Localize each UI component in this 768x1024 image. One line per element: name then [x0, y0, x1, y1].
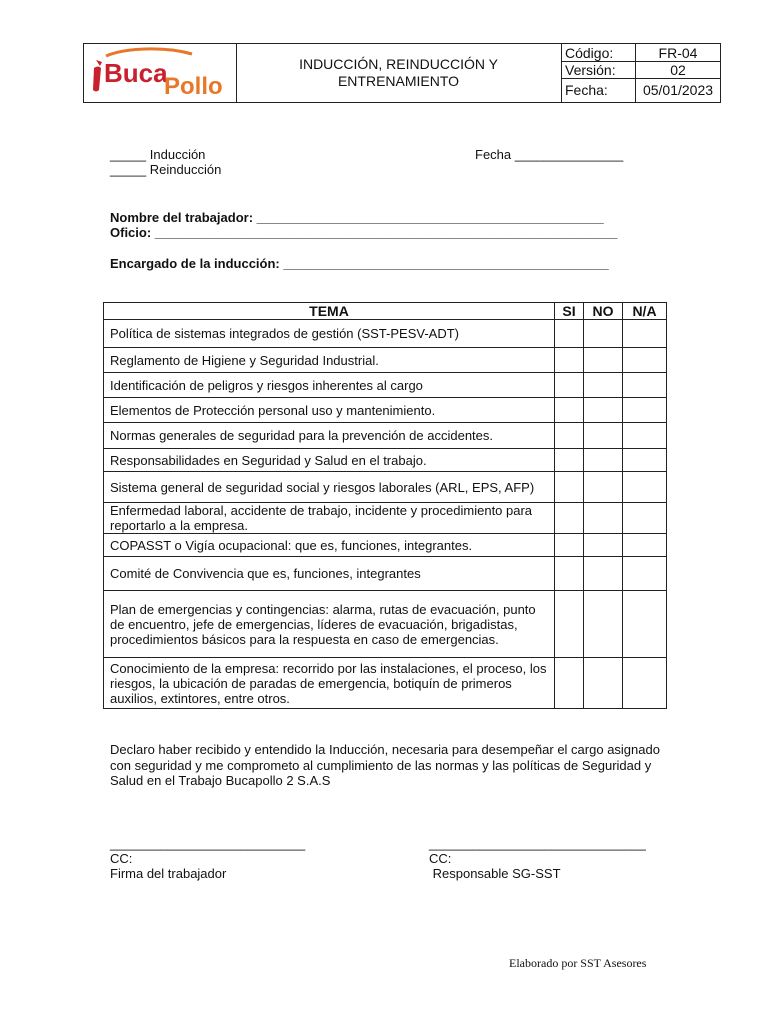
footer-credit: Elaborado por SST Asesores	[509, 956, 647, 970]
svg-text:Buca: Buca	[104, 58, 168, 88]
company-logo	[84, 44, 237, 102]
topics-table	[103, 302, 667, 709]
check-si[interactable]	[555, 423, 584, 449]
document-title: INDUCCIÓN, REINDUCCIÓN Y ENTRENAMIENTO	[236, 44, 562, 102]
check-no[interactable]	[584, 557, 623, 591]
check-na[interactable]	[623, 658, 667, 709]
check-si[interactable]	[555, 398, 584, 423]
fecha-value: 05/01/2023	[642, 82, 714, 98]
check-no[interactable]	[584, 658, 623, 709]
codigo-label: Código:	[561, 44, 636, 61]
table-row: Responsabilidades en Seguridad y Salud en el trabajo.	[104, 449, 555, 472]
check-na[interactable]	[623, 503, 667, 534]
check-no[interactable]	[584, 449, 623, 472]
encargado-field[interactable]: Encargado de la inducción: _____________________________________________	[110, 256, 609, 271]
check-no[interactable]	[584, 320, 623, 348]
col-header-na: N/A	[623, 303, 667, 320]
oficio-field[interactable]: Oficio: ________________________________________________________________	[110, 225, 618, 240]
check-na[interactable]	[623, 373, 667, 398]
check-si[interactable]	[555, 658, 584, 709]
check-na[interactable]	[623, 449, 667, 472]
table-row: Reglamento de Higiene y Seguridad Industrial.	[104, 348, 555, 373]
check-si[interactable]	[555, 373, 584, 398]
induccion-option[interactable]: _____ Inducción	[110, 147, 206, 162]
responsible-cc-label: CC:	[429, 851, 452, 866]
responsible-signature-line[interactable]: ______________________________	[429, 836, 646, 851]
check-no[interactable]	[584, 348, 623, 373]
check-no[interactable]	[584, 373, 623, 398]
worker-signature-block	[110, 836, 305, 881]
table-row: Conocimiento de la empresa: recorrido por las instalaciones, el proceso, los riesgos, la ubicación de paradas de emergencia, botiquín de primeros auxilios, extintores, entre otros.	[104, 658, 555, 709]
responsible-signature-block	[429, 836, 646, 881]
check-na[interactable]	[623, 557, 667, 591]
col-header-no: NO	[584, 303, 623, 320]
check-na[interactable]	[623, 591, 667, 658]
reinduccion-option[interactable]: _____ Reinducción	[110, 162, 222, 177]
table-row: Elementos de Protección personal uso y mantenimiento.	[104, 398, 555, 423]
check-si[interactable]	[555, 534, 584, 557]
check-na[interactable]	[623, 534, 667, 557]
document-meta	[561, 44, 720, 102]
check-si[interactable]	[555, 557, 584, 591]
table-row: Comité de Convivencia que es, funciones, integrantes	[104, 557, 555, 591]
col-header-tema: TEMA	[104, 303, 555, 320]
check-no[interactable]	[584, 503, 623, 534]
check-na[interactable]	[623, 320, 667, 348]
table-row: Enfermedad laboral, accidente de trabajo, incidente y procedimiento para reportarlo a la empresa.	[104, 503, 555, 534]
col-header-si: SI	[555, 303, 584, 320]
declaration-text: Declaro haber recibido y entendido la Inducción, necesaria para desempeñar el cargo asignado con seguridad y me comprometo al cumplimiento de las normas y las políticas de Seguridad y Salud en el Trabajo Bucapollo 2 S.A.S	[110, 742, 660, 788]
check-no[interactable]	[584, 472, 623, 503]
fecha-field[interactable]: Fecha _______________	[475, 147, 624, 162]
document-header	[83, 43, 721, 103]
worker-cc-label: CC:	[110, 851, 133, 866]
check-na[interactable]	[623, 348, 667, 373]
check-no[interactable]	[584, 398, 623, 423]
check-si[interactable]	[555, 472, 584, 503]
check-na[interactable]	[623, 472, 667, 503]
worker-signature-label: Firma del trabajador	[110, 866, 227, 881]
nombre-field[interactable]: Nombre del trabajador: ________________________________________________	[110, 210, 604, 225]
table-row: Identificación de peligros y riesgos inherentes al cargo	[104, 373, 555, 398]
check-si[interactable]	[555, 348, 584, 373]
check-na[interactable]	[623, 423, 667, 449]
check-si[interactable]	[555, 503, 584, 534]
version-value: 02	[670, 61, 686, 78]
svg-text:Pollo: Pollo	[164, 73, 223, 100]
fecha-label: Fecha:	[561, 78, 636, 102]
version-label: Versión:	[561, 61, 636, 78]
worker-signature-line[interactable]: ___________________________	[110, 836, 306, 851]
responsible-signature-label: Responsable SG-SST	[429, 866, 561, 881]
check-si[interactable]	[555, 591, 584, 658]
table-row: COPASST o Vigía ocupacional: que es, funciones, integrantes.	[104, 534, 555, 557]
check-no[interactable]	[584, 534, 623, 557]
table-row: Plan de emergencias y contingencias: alarma, rutas de evacuación, punto de encuentro, jefe de emergencias, líderes de evacuación, brigadistas, procedimientos básicos para la respuesta en caso de emergencias.	[104, 591, 555, 658]
check-na[interactable]	[623, 398, 667, 423]
check-no[interactable]	[584, 591, 623, 658]
table-row: Sistema general de seguridad social y riesgos laborales (ARL, EPS, AFP)	[104, 472, 555, 503]
check-si[interactable]	[555, 320, 584, 348]
table-row: Política de sistemas integrados de gestión (SST-PESV-ADT)	[104, 320, 555, 348]
codigo-value: FR-04	[658, 44, 698, 61]
table-row: Normas generales de seguridad para la prevención de accidentes.	[104, 423, 555, 449]
check-no[interactable]	[584, 423, 623, 449]
check-si[interactable]	[555, 449, 584, 472]
